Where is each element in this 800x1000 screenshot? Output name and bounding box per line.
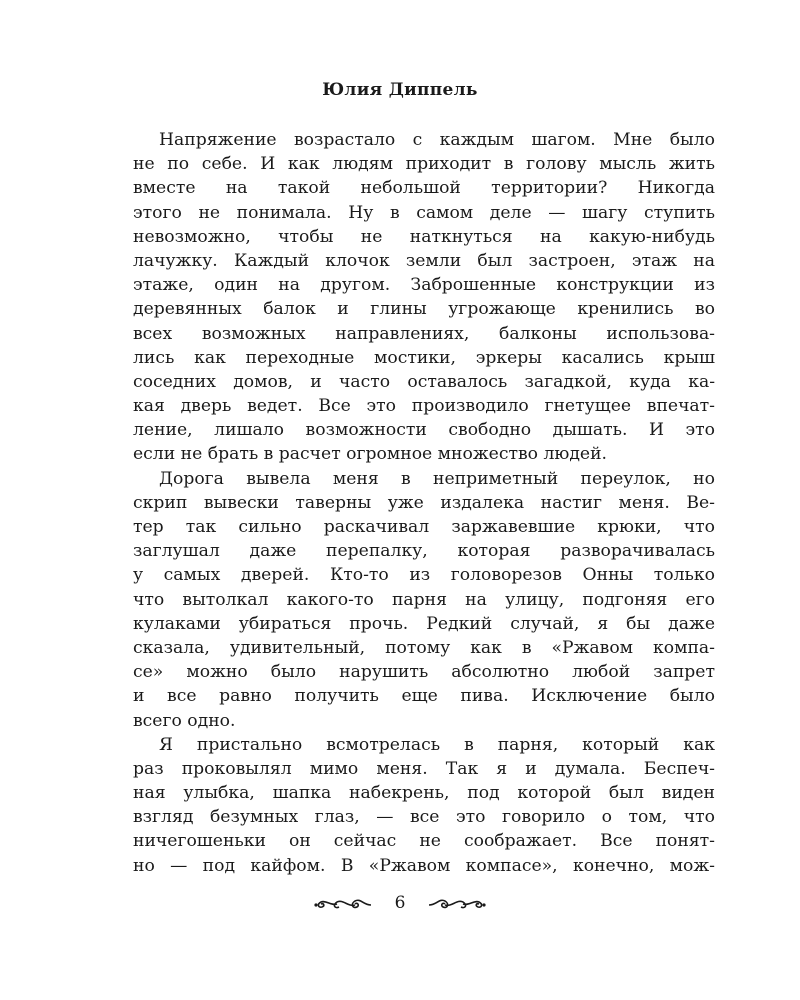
text-line: соседних домов, и часто оставалось загадкой, куда ка- [133, 371, 715, 392]
page-footer [0, 888, 800, 918]
text-line: взгляд безумных глаз, — все это говорило о том, что [133, 807, 715, 828]
text-line: кая дверь ведет. Все это производило гнетущее впечат- [133, 396, 715, 417]
text-line: если не брать в расчет огромное множество людей. [133, 444, 608, 465]
text-line: но — под кайфом. В «Ржавом компасе», конечно, мож- [133, 855, 715, 876]
text-line: деревянных балок и глины угрожающе кренились во [133, 299, 715, 320]
text-line: се» можно было нарушить абсолютно любой запрет [133, 662, 715, 683]
text-line: ничегошеньки он сейчас не соображает. Все понят- [133, 831, 715, 852]
text-line: лачужку. Каждый клочок земли был застроен, этаж на [133, 250, 715, 271]
text-line: этаже, один на другом. Заброшенные конструкции из [133, 275, 715, 296]
page-number: 6 [394, 893, 406, 913]
text-line: Я пристально всмотрелась в парня, который как [159, 734, 715, 755]
text-line: сказала, удивительный, потому как в «Ржавом компа- [133, 637, 715, 658]
text-line: не по себе. И как людям приходит в голову мысль жить [133, 154, 715, 175]
text-line: всех возможных направлениях, балконы использова- [133, 323, 715, 344]
text-line: ная улыбка, шапка набекрень, под которой был виден [133, 783, 715, 804]
body-text [133, 128, 715, 878]
text-line: заглушал даже перепалку, которая разворачивалась [133, 541, 715, 562]
text-line: этого не понимала. Ну в самом деле — шагу ступить [133, 202, 715, 223]
text-line: тер так сильно раскачивал заржавевшие крюки, что [133, 517, 715, 537]
right-flourish-icon [427, 893, 487, 913]
text-line: скрип вывески таверны уже издалека настиг меня. Ве- [133, 492, 715, 513]
text-line: у самых дверей. Кто-то из головорезов Онны только [133, 565, 715, 586]
text-line: Дорога вывела меня в неприметный переулок, но [159, 468, 715, 489]
text-line: Напряжение возрастало с каждым шагом. Мне было [159, 130, 715, 150]
text-line: всего одно. [133, 710, 236, 731]
text-line: ление, лишало возможности свободно дышать. И это [133, 420, 715, 441]
text-line: вместе на такой небольшой территории? Никогда [133, 178, 715, 199]
text-line: лись как переходные мостики, эркеры касались крыш [133, 347, 715, 368]
text-line: и все равно получить еще пива. Исключение было [133, 686, 715, 707]
running-head-author: Юлия Диппель [322, 80, 478, 100]
text-line: невозможно, чтобы не наткнуться на какую-нибудь [133, 226, 715, 247]
left-flourish-icon [313, 893, 373, 913]
text-line: раз проковылял мимо меня. Так я и думала. Беспеч- [133, 758, 715, 779]
text-line: кулаками убираться прочь. Редкий случай, я бы даже [133, 613, 715, 634]
text-line: что вытолкал какого-то парня на улицу, подгоняя его [133, 589, 715, 610]
